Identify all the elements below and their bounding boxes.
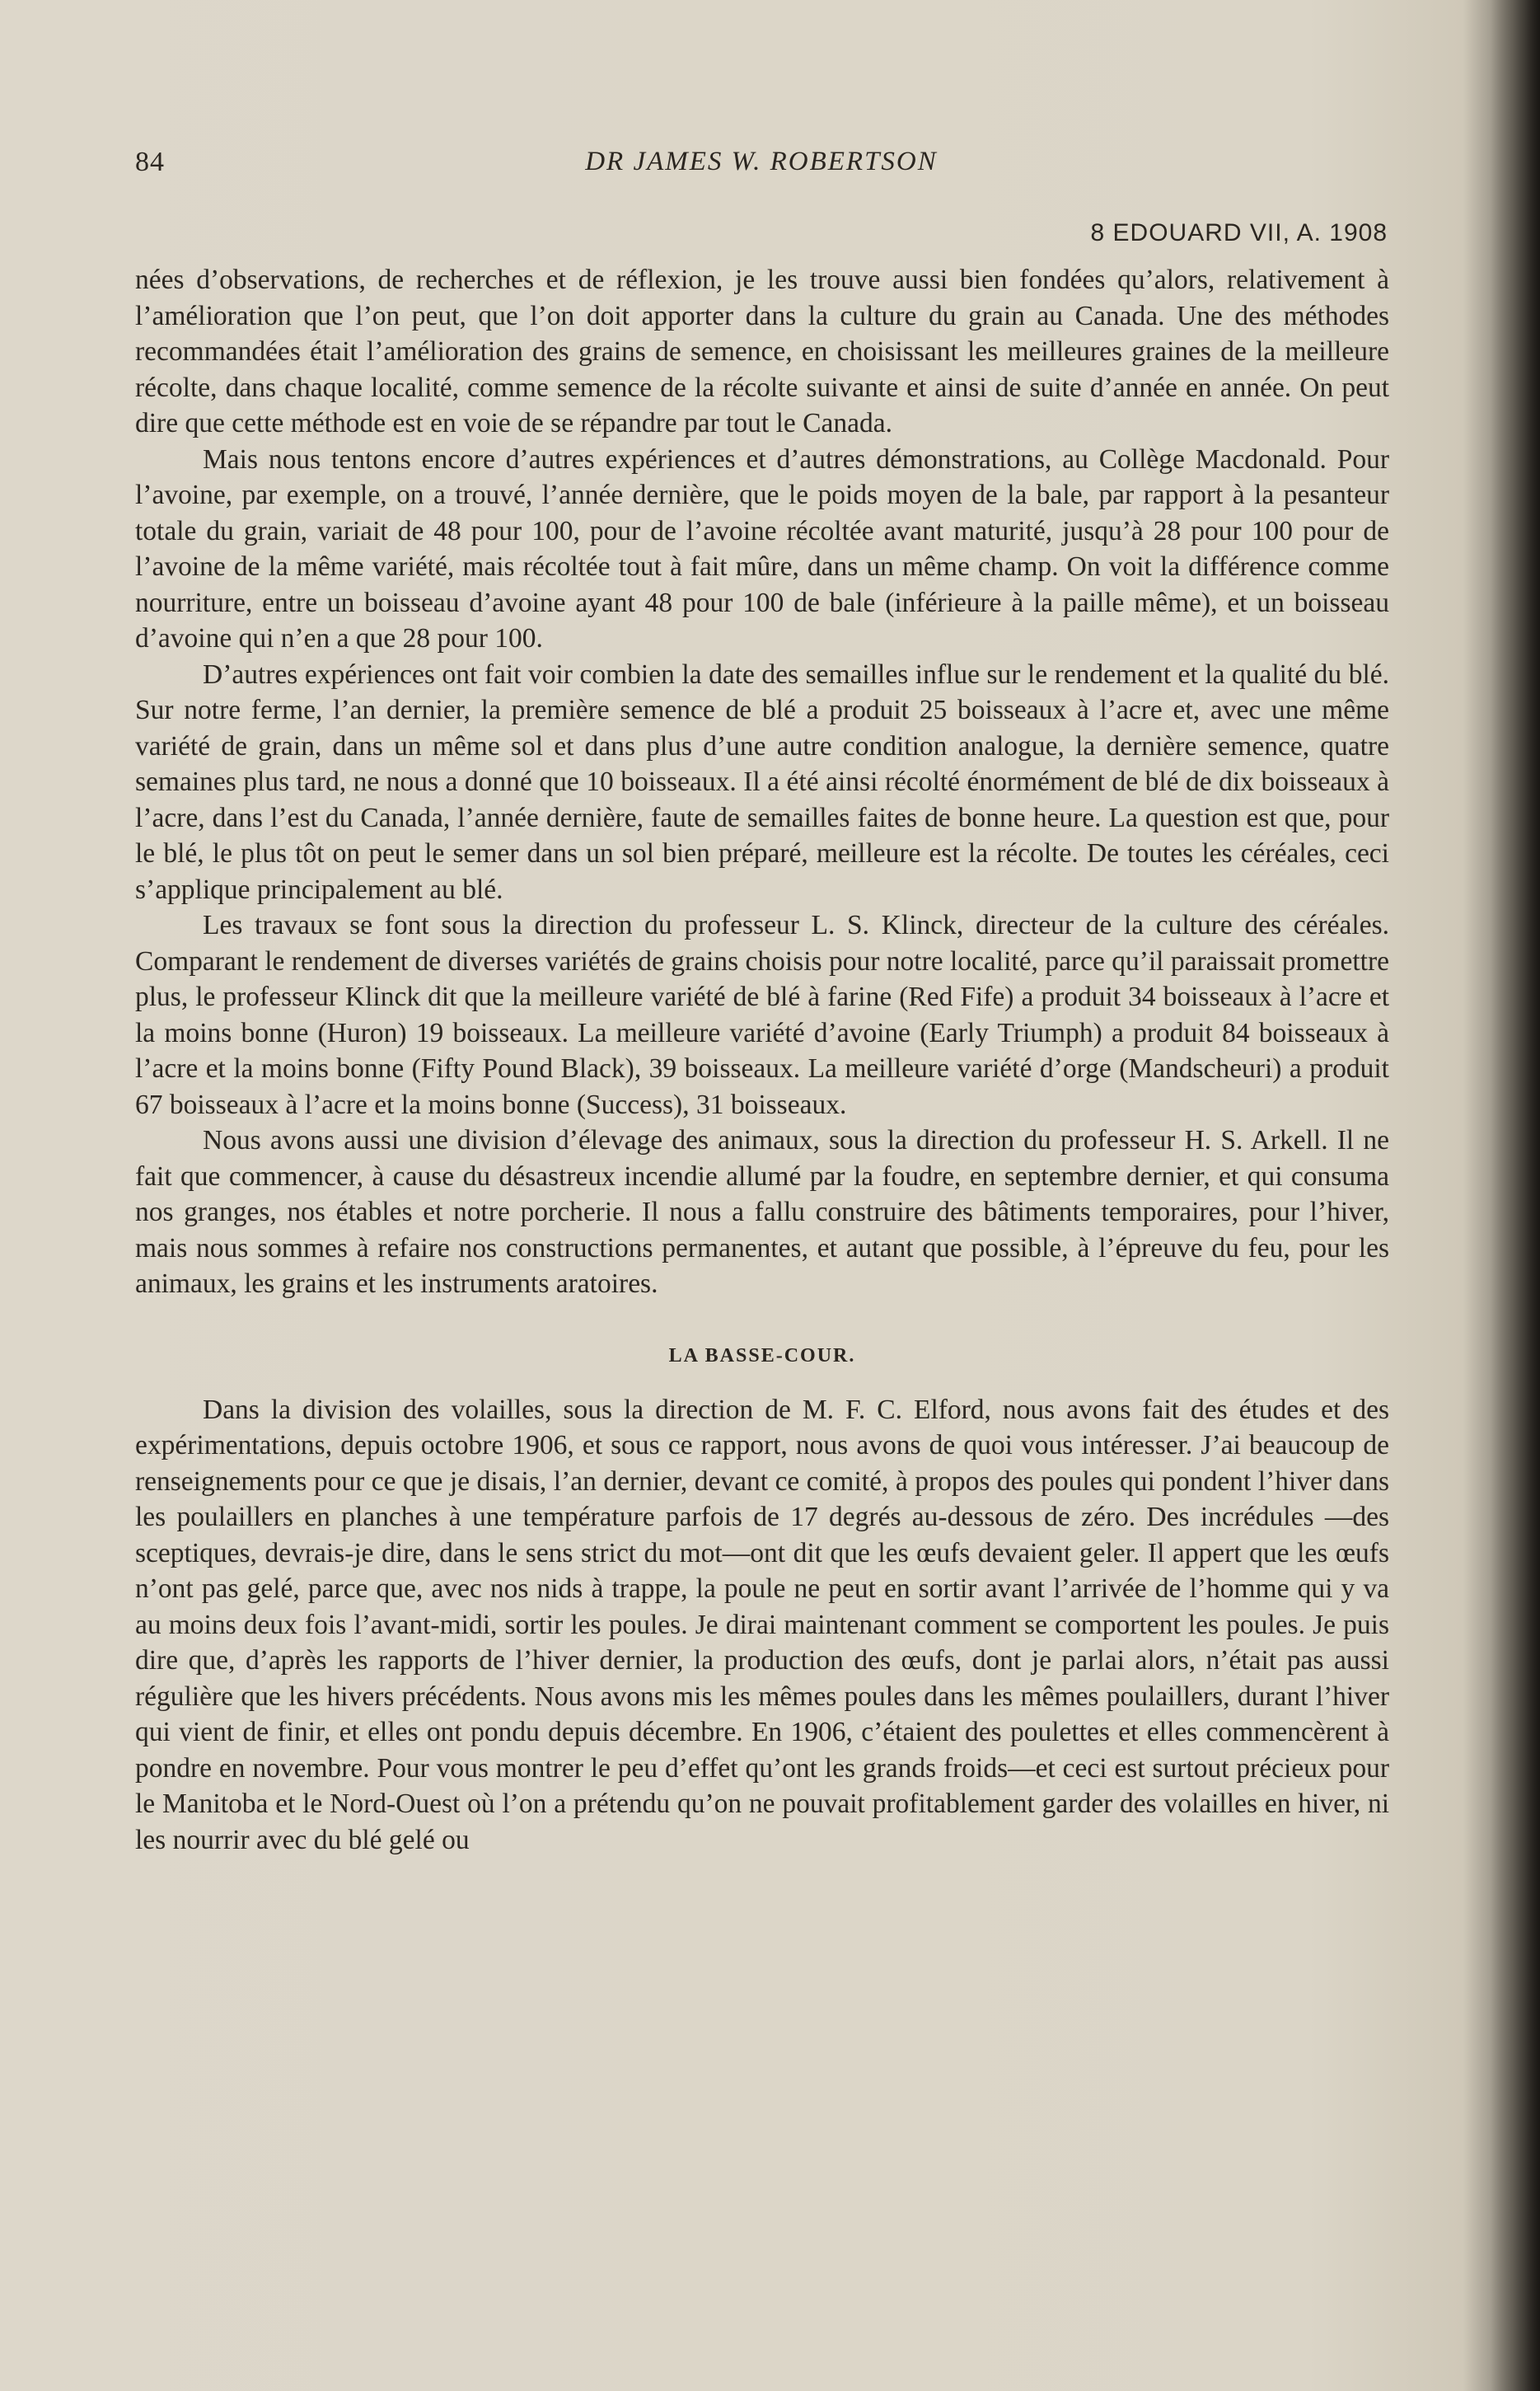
paragraph: Mais nous tentons encore d’autres expériences et d’autres démonstrations, au Collège Macdonald. Pour l’avoine, par exemple, on a trouvé, l’année dernière, que le poids moyen de la bale, par rapport à la pesanteur totale du grain, variait de 48 pour 100, pour de l’avoine récoltée avant maturité, jusqu’à 28 pour 100 pour de l’avoine de la même variété, mais récoltée tout à fait mûre, dans un même champ. On voit la différence comme nourriture, entre un boisseau d’avoine ayant 48 pour 100 de bale (inférieure à la paille même), et un boisseau d’avoine qui n’en a que 28 pour 100. <box>135 443 1389 654</box>
paragraph: D’autres expériences ont fait voir combien la date des semailles influe sur le rendement et la qualité du blé. Sur notre ferme, l’an dernier, la première semence de blé a produit 25 boisseaux à l’acre et, avec une même variété de grain, dans un même sol et dans plus d’une autre condition analogue, la dernière semence, quatre semaines plus tard, ne nous a donné que 10 boisseaux. Il a été ainsi récolté énormément de blé de dix boisseaux à l’acre, dans l’est du Canada, l’année dernière, faute de semailles faites de bonne heure. La question est que, pour le blé, le plus tôt on peut le semer dans un sol bien préparé, meilleure est la récolte. De toutes les céréales, ceci s’applique principalement au blé. <box>135 659 1389 905</box>
section-heading: LA BASSE-COUR. <box>668 1344 856 1367</box>
paragraph: nées d’observations, de recherches et de réflexion, je les trouve aussi bien fondées qu’alors, relativement à l’amélioration que l’on peut, que l’on doit apporter dans la culture du grain au Canada. Une des méthodes recommandées était l’amélioration des grains de semence, en choisissant les meilleures graines de la meilleure récolte, dans chaque localité, comme semence de la récolte suivante et ainsi de suite d’année en année. On peut dire que cette méthode est en voie de se répandre par tout le Canada. <box>135 265 1389 438</box>
paragraph: Les travaux se font sous la direction du professeur L. S. Klinck, directeur de la culture des céréales. Comparant le rendement de diverses variétés de grains choisis pour notre localité, parce qu’il paraissait promettre plus, le professeur Klinck dit que la meilleure variété de blé à farine (Red Fife) a produit 34 boisseaux à l’acre et la moins bonne (Huron) 19 boisseaux. La meilleure variété d’avoine (Early Triumph) a produit 84 boisseaux à l’acre et la moins bonne (Fifty Pound Black), 39 boisseaux. La meilleure variété d’orge (Mandscheuri) a produit 67 boisseaux à l’acre et la moins bonne (Success), 31 boisseaux. <box>135 910 1389 1120</box>
session-mark: 8 EDOUARD VII, A. 1908 <box>1090 219 1388 246</box>
paragraph: Dans la division des volailles, sous la direction de M. F. C. Elford, nous avons fait des études et des expérimentations, depuis octobre 1906, et sous ce rapport, nous avons de quoi vous intéresser. J’ai beaucoup de renseignements pour ce que je disais, l’an dernier, devant ce comité, à propos des poules qui pondent l’hiver dans les poulaillers en planches à une température parfois de 17 degrés au-dessous de zéro. Des incrédules —des sceptiques, devrais-je dire, dans le sens strict du mot—ont dit que les œufs devaient geler. Il appert que les œufs n’ont pas gelé, parce que, avec nos nids à trappe, la poule ne peut en sortir avant l’arrivée de l’homme qui y va au moins deux fois l’avant-midi, sortir les poules. Je dirai maintenant comment se comportent les poules. Je puis dire que, d’après les rapports de l’hiver dernier, la production des œufs, dont je parlai alors, n’était pas aussi régulière que les hivers précédents. Nous avons mis les mêmes poules dans les mêmes poulaillers, durant l’hiver qui vient de finir, et elles ont pondu depuis décembre. En 1906, c’étaient des poulettes et elles commencèrent à pondre en novembre. Pour vous montrer le peu d’effet qu’ont les grands froids—et ceci est surtout précieux pour le Manitoba et le Nord-Ouest où l’on a prétendu qu’on ne pouvait profitablement garder des volailles en hiver, ni les nourrir avec du blé gelé ou <box>135 1394 1389 1855</box>
paragraph: Nous avons aussi une division d’élevage des animaux, sous la direction du professeur H. S. Arkell. Il ne fait que commencer, à cause du désastreux incendie allumé par la foudre, en septembre dernier, et qui consuma nos granges, nos étables et notre porcherie. Il nous a fallu construire des bâtiments temporaires, pour l’hiver, mais nous sommes à refaire nos constructions permanentes, et autant que possible, à l’épreuve du feu, pour les animaux, les grains et les instruments aratoires. <box>135 1125 1389 1299</box>
binding-shadow <box>1491 0 1540 2391</box>
page-number: 84 <box>135 147 165 177</box>
page-header <box>135 147 1388 188</box>
body-text <box>135 262 1389 1858</box>
running-title: DR JAMES W. ROBERTSON <box>585 147 938 176</box>
